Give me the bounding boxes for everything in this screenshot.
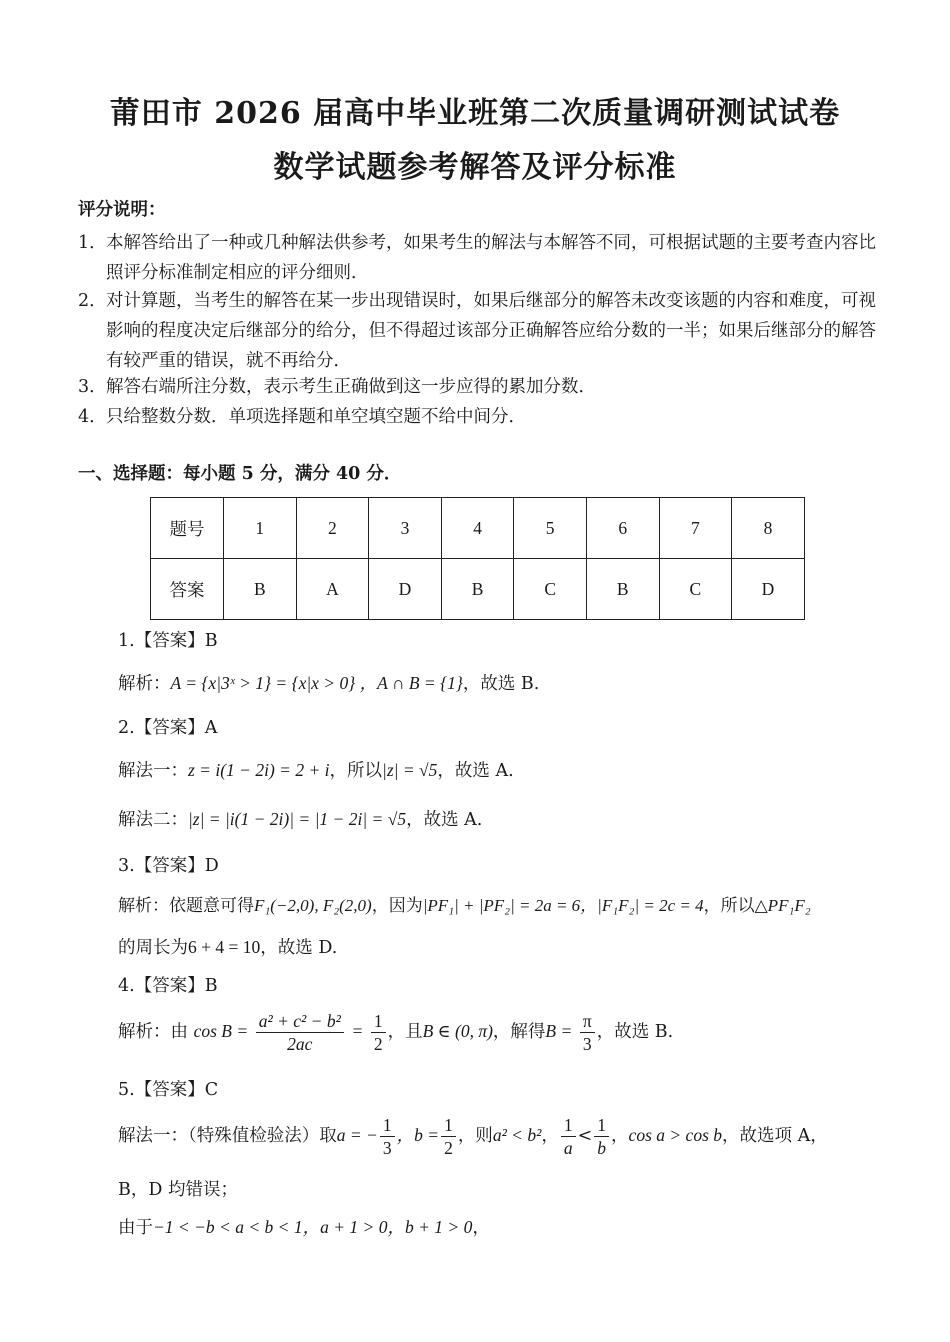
table-row-answers (151, 559, 805, 620)
fraction-numerator: 1 (561, 1114, 576, 1137)
rule-text: 解答右端所注分数，表示考生正确做到这一步应得的累加分数． (106, 377, 596, 397)
q4-analysis: 解析：由 cos B = $\frac{\text{a² + c² − b²}}{2ac}$ = $\frac{1}{2}$ ，且B ∈ (0, π)，解得B = $\frac{\pi}{3}$ ，故选 B. (118, 1011, 674, 1054)
rule-text: 对计算题，当考生的解答在某一步出现错误时，如果后继部分的解答未改变该题的内容和难度，可视影响的程度决定后继部分的给分，但不得超过该部分正确解答应给分数的一半；如果后继部分的解答有较严重的错误，就不再给分． (106, 291, 876, 371)
table-cell: A (296, 559, 369, 620)
analysis-label: 解析： (118, 674, 171, 694)
q5-method-1 (118, 1114, 828, 1159)
table-cell: C (659, 559, 732, 620)
table-header-cell: 答案 (151, 559, 224, 620)
q2-method-1 (118, 757, 514, 782)
rule-text: 只给整数分数．单项选择题和单空填空题不给中间分． (106, 407, 526, 427)
document-title: 莆田市 2026 届高中毕业班第二次质量调研测试试卷 (109, 96, 841, 131)
method-text: 由于 (118, 1218, 153, 1238)
method-label: 解法一：（特殊值检验法）取 (118, 1126, 337, 1146)
table-cell: D (369, 559, 442, 620)
rule-item-4 (78, 402, 886, 432)
method-tail: ，故选 A. (437, 761, 514, 781)
table-cell: 8 (732, 498, 805, 559)
rule-number: 1． (78, 233, 107, 253)
q1-answer: 1.【答案】B (118, 631, 218, 651)
math-expression: F₁(−2,0), F₂(2,0) (254, 896, 372, 915)
fraction (371, 1010, 386, 1055)
math-expression: |PF₁| + |PF₂| = 2a = 6，|F₁F₂| = 2c = 4 (422, 896, 704, 915)
analysis-text: 的周长为 (118, 938, 188, 958)
fraction (380, 1114, 395, 1159)
q1-analysis (118, 670, 539, 695)
analysis-text: ，所以 (703, 896, 755, 916)
table-cell: B (441, 559, 514, 620)
method-tail: ， (472, 1218, 490, 1238)
fraction (256, 1010, 344, 1055)
q3-analysis-line-2 (118, 934, 337, 959)
math-expression: |z| = √5 (382, 760, 438, 780)
method-label: 解法一： (118, 761, 188, 781)
fraction (594, 1114, 609, 1159)
analysis-tail: ，故选 B. (462, 674, 540, 694)
table-cell: B (224, 559, 297, 620)
fraction-numerator: a² + c² − b² (256, 1010, 344, 1033)
q5-line-3 (118, 1214, 490, 1239)
fraction-denominator: 3 (582, 1034, 592, 1054)
method-tail: ，故选项 A， (722, 1126, 828, 1146)
math-expression: a = − (336, 1125, 378, 1145)
fraction-denominator: a (563, 1138, 573, 1158)
table-cell: D (732, 559, 805, 620)
math-expression: A = {x|3ˣ > 1} = {x|x > 0} ，A ∩ B = {1} (170, 673, 463, 693)
separator: ， (611, 1126, 629, 1146)
document-subtitle: 数学试题参考解答及评分标准 (273, 150, 677, 185)
q2-answer: 2.【答案】A (118, 718, 218, 738)
scoring-heading: 评分说明： (78, 200, 166, 220)
table-row-numbers (151, 498, 805, 559)
rule-text: 本解答给出了一种或几种解法供参考，如果考生的解法与本解答不同，可根据试题的主要考查内容比照评分标准制定相应的评分细则． (106, 233, 876, 283)
separator: ， (541, 1126, 559, 1146)
math-expression: ，b = (396, 1125, 440, 1145)
q2-method-2 (118, 806, 482, 831)
method-tail: ，故选 A. (406, 810, 483, 830)
fraction-numerator: 1 (380, 1114, 395, 1137)
fraction-denominator: 3 (382, 1138, 392, 1158)
fraction-denominator: 2 (373, 1034, 383, 1054)
analysis-text: ，解得 (492, 1022, 546, 1042)
q5-line-2: B，D 均错误； (118, 1180, 238, 1200)
table-cell: C (514, 559, 587, 620)
less-than-sign: < (577, 1126, 593, 1146)
table-cell: 6 (586, 498, 659, 559)
q3-answer: 3.【答案】D (118, 856, 219, 876)
rule-item-1 (78, 228, 886, 288)
method-label: 解法二： (118, 810, 188, 830)
math-expression: B ∈ (0, π) (422, 1021, 493, 1041)
fraction (441, 1114, 456, 1159)
math-expression: cos B = (193, 1021, 249, 1041)
table-cell: 5 (514, 498, 587, 559)
table-cell: 7 (659, 498, 732, 559)
math-expression: −1 < −b < a < b < 1，a + 1 > 0，b + 1 > 0 (153, 1217, 473, 1237)
table-header-cell: 题号 (151, 498, 224, 559)
analysis-label: 解析：依题意可得 (118, 896, 254, 916)
table-cell: 3 (369, 498, 442, 559)
section-1-heading: 一、选择题：每小题 5 分，满分 40 分． (78, 464, 402, 484)
fraction-denominator: 2ac (287, 1034, 313, 1054)
math-expression: 6 + 4 = 10 (188, 937, 261, 957)
analysis-tail: ，故选 B. (596, 1022, 674, 1042)
math-expression: z = i(1 − 2i) = 2 + i (188, 760, 330, 780)
fraction-numerator: 1 (594, 1114, 609, 1137)
rule-item-3 (78, 372, 886, 402)
table-cell: B (586, 559, 659, 620)
math-expression: |z| = |i(1 − 2i)| = |1 − 2i| = √5 (188, 809, 407, 829)
fraction-numerator: 1 (441, 1114, 456, 1137)
method-text: ，则 (457, 1126, 493, 1146)
rule-number: 2． (78, 291, 107, 311)
q3-analysis-line-1 (118, 891, 811, 916)
math-expression: △PF₁F₂ (754, 896, 811, 915)
fraction-numerator: 1 (371, 1010, 386, 1033)
rule-number: 3． (78, 377, 107, 397)
q4-answer: 4.【答案】B (118, 976, 218, 996)
analysis-label: 解析：由 (118, 1022, 188, 1042)
analysis-text: ，因为 (371, 896, 423, 916)
rule-item-2 (78, 286, 886, 376)
table-cell: 1 (224, 498, 297, 559)
answer-table (150, 497, 805, 620)
fraction (561, 1114, 576, 1159)
fraction-denominator: b (597, 1138, 607, 1158)
method-text: ，所以 (329, 761, 383, 781)
math-expression: a² < b² (492, 1125, 542, 1145)
analysis-tail: ，故选 D. (260, 938, 338, 958)
math-expression: cos a > cos b (628, 1125, 723, 1145)
table-cell: 4 (441, 498, 514, 559)
fraction (580, 1010, 595, 1055)
math-expression: B = (545, 1021, 573, 1041)
q5-answer: 5.【答案】C (118, 1080, 219, 1100)
fraction-numerator: π (580, 1010, 595, 1033)
table-cell: 2 (296, 498, 369, 559)
rule-number: 4． (78, 407, 107, 427)
analysis-text: ，且 (387, 1022, 423, 1042)
fraction-denominator: 2 (444, 1138, 453, 1158)
